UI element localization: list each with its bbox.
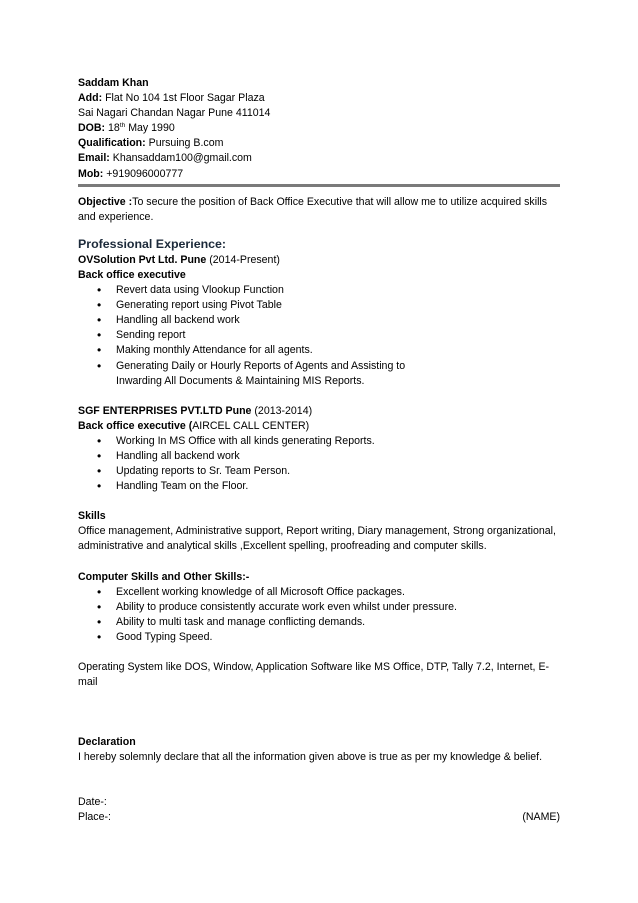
job-1-duties xyxy=(78,283,560,389)
address-line-1: Add: Flat No 104 1st Floor Sagar Plaza xyxy=(78,92,265,105)
list-item: • Making monthly Attendance for all agents. xyxy=(78,343,560,358)
job-2-company: SGF ENTERPRISES PVT.LTD Pune (2013-2014) xyxy=(78,404,313,417)
job-2-duties xyxy=(78,434,560,494)
signature-name: (NAME) xyxy=(522,811,560,824)
candidate-name: Saddam Khan xyxy=(78,77,149,89)
list-item: • Handling Team on the Floor. xyxy=(78,479,560,494)
skills-heading: Skills xyxy=(78,510,106,523)
declaration-text: I hereby solemnly declare that all the information given above is true as per my knowledge & belief. xyxy=(78,751,543,764)
list-item: • Handling all backend work xyxy=(78,449,560,464)
list-item: • Generating report using Pivot Table xyxy=(78,298,560,313)
experience-heading: Professional Experience: xyxy=(78,236,227,251)
computer-skills-list xyxy=(78,585,560,645)
list-item: • Excellent working knowledge of all Microsoft Office packages. xyxy=(78,585,560,600)
list-item: • Generating Daily or Hourly Reports of Agents and Assisting to Inwarding All Documents & Maintaining MIS Reports. xyxy=(78,359,416,389)
job-2-role: Back office executive (AIRCEL CALL CENTER) xyxy=(78,419,310,432)
qualification: Qualification: Pursuing B.com xyxy=(78,137,224,150)
declaration-heading: Declaration xyxy=(78,736,136,749)
operating-system-text: Operating System like DOS, Window, Application Software like MS Office, DTP, Tally 7.2, Internet, E-mail xyxy=(78,661,550,689)
skills-text: Office management, Administrative support, Report writing, Diary management, Strong organizational, administrative and analytical skills ,Excellent spelling, proofreading and computer skills. xyxy=(78,525,556,553)
list-item: • Ability to multi task and manage conflicting demands. xyxy=(78,615,560,630)
list-item: • Revert data using Vlookup Function xyxy=(78,283,560,298)
list-item: • Good Typing Speed. xyxy=(78,630,560,645)
email: Email: Khansaddam100@gmail.com xyxy=(78,152,252,165)
place-label: Place-: xyxy=(78,811,111,824)
objective-section: Objective :To secure the position of Back Office Executive that will allow me to utilize acquired skills and experience. xyxy=(78,195,548,223)
resume-page xyxy=(78,76,560,826)
list-item: • Handling all backend work xyxy=(78,313,560,328)
list-item: • Working In MS Office with all kinds generating Reports. xyxy=(78,434,560,449)
job-1-company: OVSolution Pvt Ltd. Pune (2014-Present) xyxy=(78,253,280,266)
list-item: • Sending report xyxy=(78,328,560,343)
place-row xyxy=(78,810,560,825)
address-line-2: Sai Nagari Chandan Nagar Pune 411014 xyxy=(78,107,271,120)
job-1-role: Back office executive xyxy=(78,268,186,281)
list-item: • Ability to produce consistently accurate work even whilst under pressure. xyxy=(78,600,560,615)
computer-skills-heading: Computer Skills and Other Skills:- xyxy=(78,570,250,583)
date-of-birth: DOB: 18th May 1990 xyxy=(78,122,175,135)
mobile: Mob: +919096000777 xyxy=(78,167,184,180)
list-item: • Updating reports to Sr. Team Person. xyxy=(78,464,560,479)
date-label: Date-: xyxy=(78,796,107,809)
